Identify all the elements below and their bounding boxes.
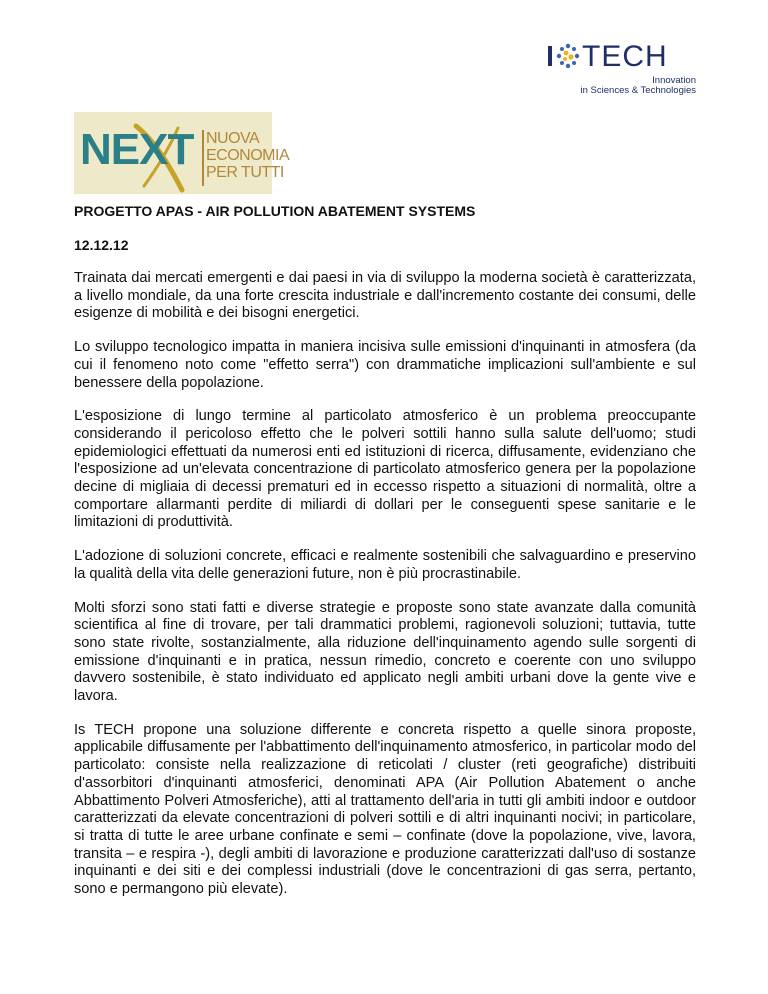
paragraph-3: L'esposizione di lungo termine al particolato atmosferico è un problema preoccupante considerando il pericoloso effetto che le polveri sottili hanno sulla salute dell'uomo; studi epidemiologici effettuati da numerosi enti ed istituzioni di ricerca, diffusamente, evidenziano che l'esposizione ad un'elevata concentrazione di particolato atmosferico genera per la popolazione decine di migliaia di decessi prematuri ed in eccesso rispetto a situazioni di normalità, oltre a comportare allarmanti perdite di miliardi di dollari per le conseguenti spese sanitarie e le limitazioni di produttività. [74,408,696,531]
next-tagline-line2: ECONOMIA [206,147,290,164]
paragraph-5: Molti sforzi sono stati fatti e diverse strategie e proposte sono state avanzate dalla comunità scientifica al fine di trovare, per tali drammatici problemi, ragionevoli soluzioni; tuttavia, tutte sono state rivolte, sostanzialmente, alla riduzione dell'inquinamento agendo sulle sorgenti di emissione d'inquinanti e in pratica, nessun rimedio, concreto e coerente con uno sviluppo davvero sostenibile, è stato individuato ed applicato negli ambiti urbani dove la gente vive e lavora. [74,599,696,705]
next-tagline [206,130,289,181]
paragraph-1: Trainata dai mercati emergenti e dai paesi in via di sviluppo la moderna società è caratterizzata, a livello mondiale, da una forte crescita industriale e dall'incremento costante dei consumi, delle esigenze di mobilità e dei bisogni energetici. [74,270,696,322]
istech-tagline-line1: Innovation [652,75,696,86]
istech-logo [548,40,708,100]
next-logo [74,112,290,194]
next-wordmark: NEXT [80,125,194,174]
document-title: PROGETTO APAS - AIR POLLUTION ABATEMENT SYSTEMS [74,203,476,219]
next-divider [202,130,204,186]
paragraph-6: Is TECH propone una soluzione differente e concreta rispetto a quelle sinora proposte, applicabile diffusamente per l'abbattimento dell'inquinamento atmosferico, in particolar modo del particolato: consiste nella realizzazione di reticolati / cluster (reti geografiche) distribuiti d'assorbitori d'inquinanti atmosferici, denominati APA (Air Pollution Abatement o anche Abbattimento Polveri Atmosferiche), atti al trattamento dell'aria in tutti gli ambiti indoor e outdoor caratterizzati da elevate concentrazioni di polveri sottili e di altri inquinanti nocivi; in particolare, si tratta di tutte le aree urbane confinate e semi – confinate (dove la popolazione, vive, lavora, transita – e respira -), degli ambiti di lavorazione e produzione caratterizzati dall'uso di sostanze inquinanti e dei siti e dei complessi industriali (dove le concentrazioni di gas serra, pertanto, sono e permangono più elevate). [74,721,696,898]
next-tagline-line3: PER TUTTI [206,164,284,181]
paragraph-2: Lo sviluppo tecnologico impatta in maniera incisiva sulle emissioni d'inquinanti in atmosfera (da cui il fenomeno noto come "effetto serra") con drammatiche implicazioni sull'ambiente e sul benessere della popolazione. [74,339,696,391]
istech-tagline-line2: in Sciences & Technologies [580,85,696,96]
document-date: 12.12.12 [74,237,129,253]
next-tagline-line1: NUOVA [206,130,260,147]
istech-wordmark: TECH [582,40,668,73]
document-body [74,202,696,899]
paragraph-4: L'adozione di soluzioni concrete, efficaci e realmente sostenibili che salvaguardino e preservino la qualità della vita delle generazioni future, non è più procrastinabile. [74,548,696,582]
istech-tagline [581,76,696,96]
